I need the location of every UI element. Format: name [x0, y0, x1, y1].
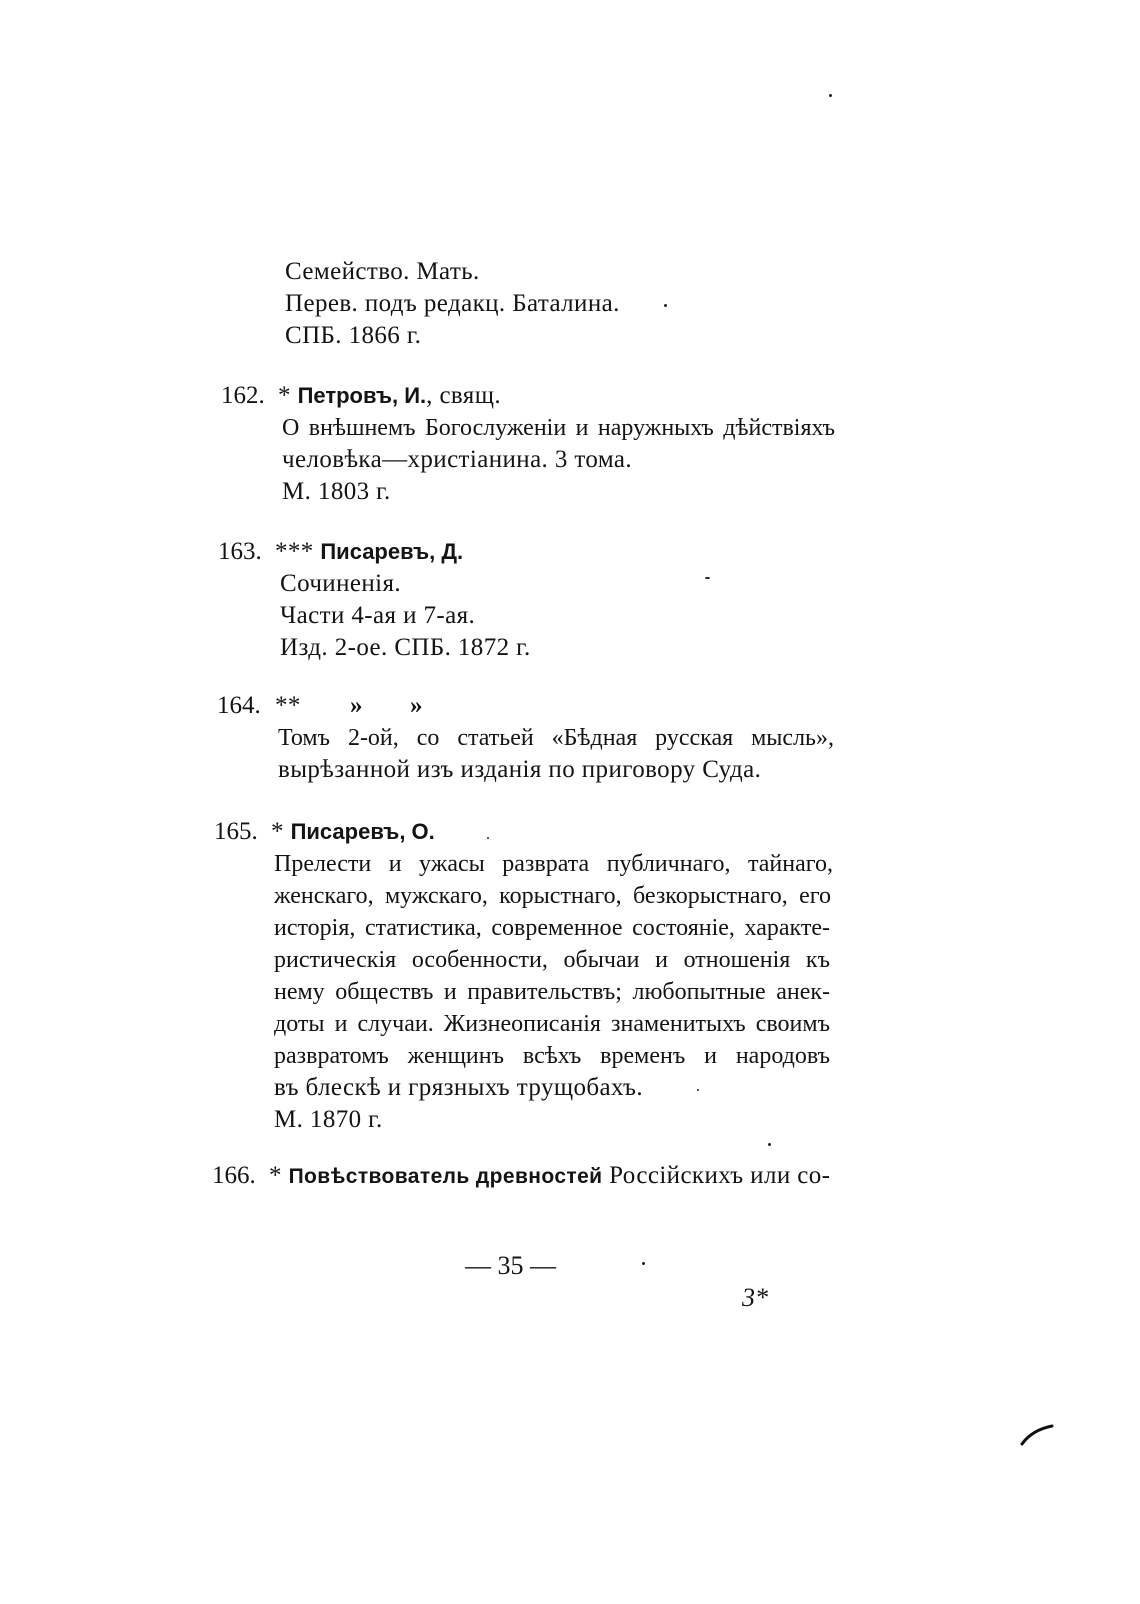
entry-marker: *	[271, 818, 284, 845]
entry-line: развратомъ женщинъ всѣхъ временъ и народовъ	[274, 1043, 830, 1069]
entry-number: 162.	[221, 382, 265, 409]
entry-marker: *	[278, 382, 291, 409]
scan-speck	[664, 304, 667, 307]
entry-line: Сочиненія.	[280, 570, 402, 597]
entry-number: 166.	[212, 1162, 256, 1189]
entry-heading	[269, 1160, 830, 1193]
entry-line: доты и случаи. Жизнеописанія знаменитыхъ своимъ	[274, 1011, 830, 1037]
entry-line: женскаго, мужскаго, корыстнаго, безкорыстнаго, его	[274, 883, 831, 909]
entry-line: Томъ 2-ой, со статьей «Бѣдная русская мысль»,	[278, 725, 834, 751]
ditto-mark: »	[350, 692, 363, 719]
entry-line: человѣка—христіанина. 3 тома.	[282, 446, 633, 473]
author-name: Петровъ, И.	[297, 383, 427, 408]
author-name: Писаревъ, О.	[290, 819, 435, 844]
entry-imprint: Изд. 2-ое. СПБ. 1872 г.	[280, 634, 531, 661]
ink-mark	[1018, 1420, 1058, 1450]
signature-mark: 3*	[742, 1283, 768, 1312]
scan-speck	[697, 1089, 699, 1091]
entry-line: въ блескѣ и грязныхъ трущобахъ.	[274, 1074, 643, 1101]
author-suffix: , свящ.	[426, 382, 502, 409]
entry-number: 165.	[214, 818, 258, 845]
continuation-line: Перев. подъ редакц. Баталина.	[285, 290, 620, 317]
entry-line: вырѣзанной изъ изданія по приговору Суда.	[278, 756, 762, 783]
entry-line: ристическія особенности, обычаи и отношенія къ	[274, 947, 830, 973]
ditto-mark: »	[410, 692, 423, 719]
entry-number: 163.	[218, 538, 262, 565]
entry-heading	[275, 536, 463, 568]
entry-imprint: М. 1870 г.	[274, 1106, 383, 1133]
continuation-line: СПБ. 1866 г.	[285, 322, 422, 349]
entry-marker: ***	[275, 538, 314, 565]
entry-line: исторія, статистика, современное состояніе, характе-	[274, 915, 830, 941]
title-rest: Россійскихъ или со-	[602, 1162, 831, 1189]
scan-speck	[829, 94, 832, 97]
scan-speck	[705, 577, 710, 579]
entry-imprint: М. 1803 г.	[282, 478, 391, 505]
scan-speck	[768, 1143, 771, 1146]
continuation-line: Семейство. Мать.	[285, 258, 480, 285]
author-name: Писаревъ, Д.	[320, 539, 464, 564]
entry-heading	[271, 816, 435, 848]
entry-line: нему обществъ и правительствъ; любопытные анек-	[274, 979, 830, 1005]
scan-speck	[642, 1262, 645, 1265]
title-words: Повѣствователь древностей	[288, 1165, 603, 1188]
entry-marker: **	[275, 692, 301, 719]
entry-heading	[278, 380, 501, 412]
page-number: — 35 —	[465, 1251, 556, 1280]
entry-marker: *	[269, 1162, 282, 1189]
entry-line: О внѣшнемъ Богослуженіи и наружныхъ дѣйствіяхъ	[282, 415, 835, 441]
entry-line: Прелести и ужасы разврата публичнаго, тайнаго,	[274, 851, 833, 877]
entry-line: Части 4-ая и 7-ая.	[280, 602, 476, 629]
scan-speck	[487, 837, 489, 839]
entry-number: 164.	[217, 692, 261, 719]
